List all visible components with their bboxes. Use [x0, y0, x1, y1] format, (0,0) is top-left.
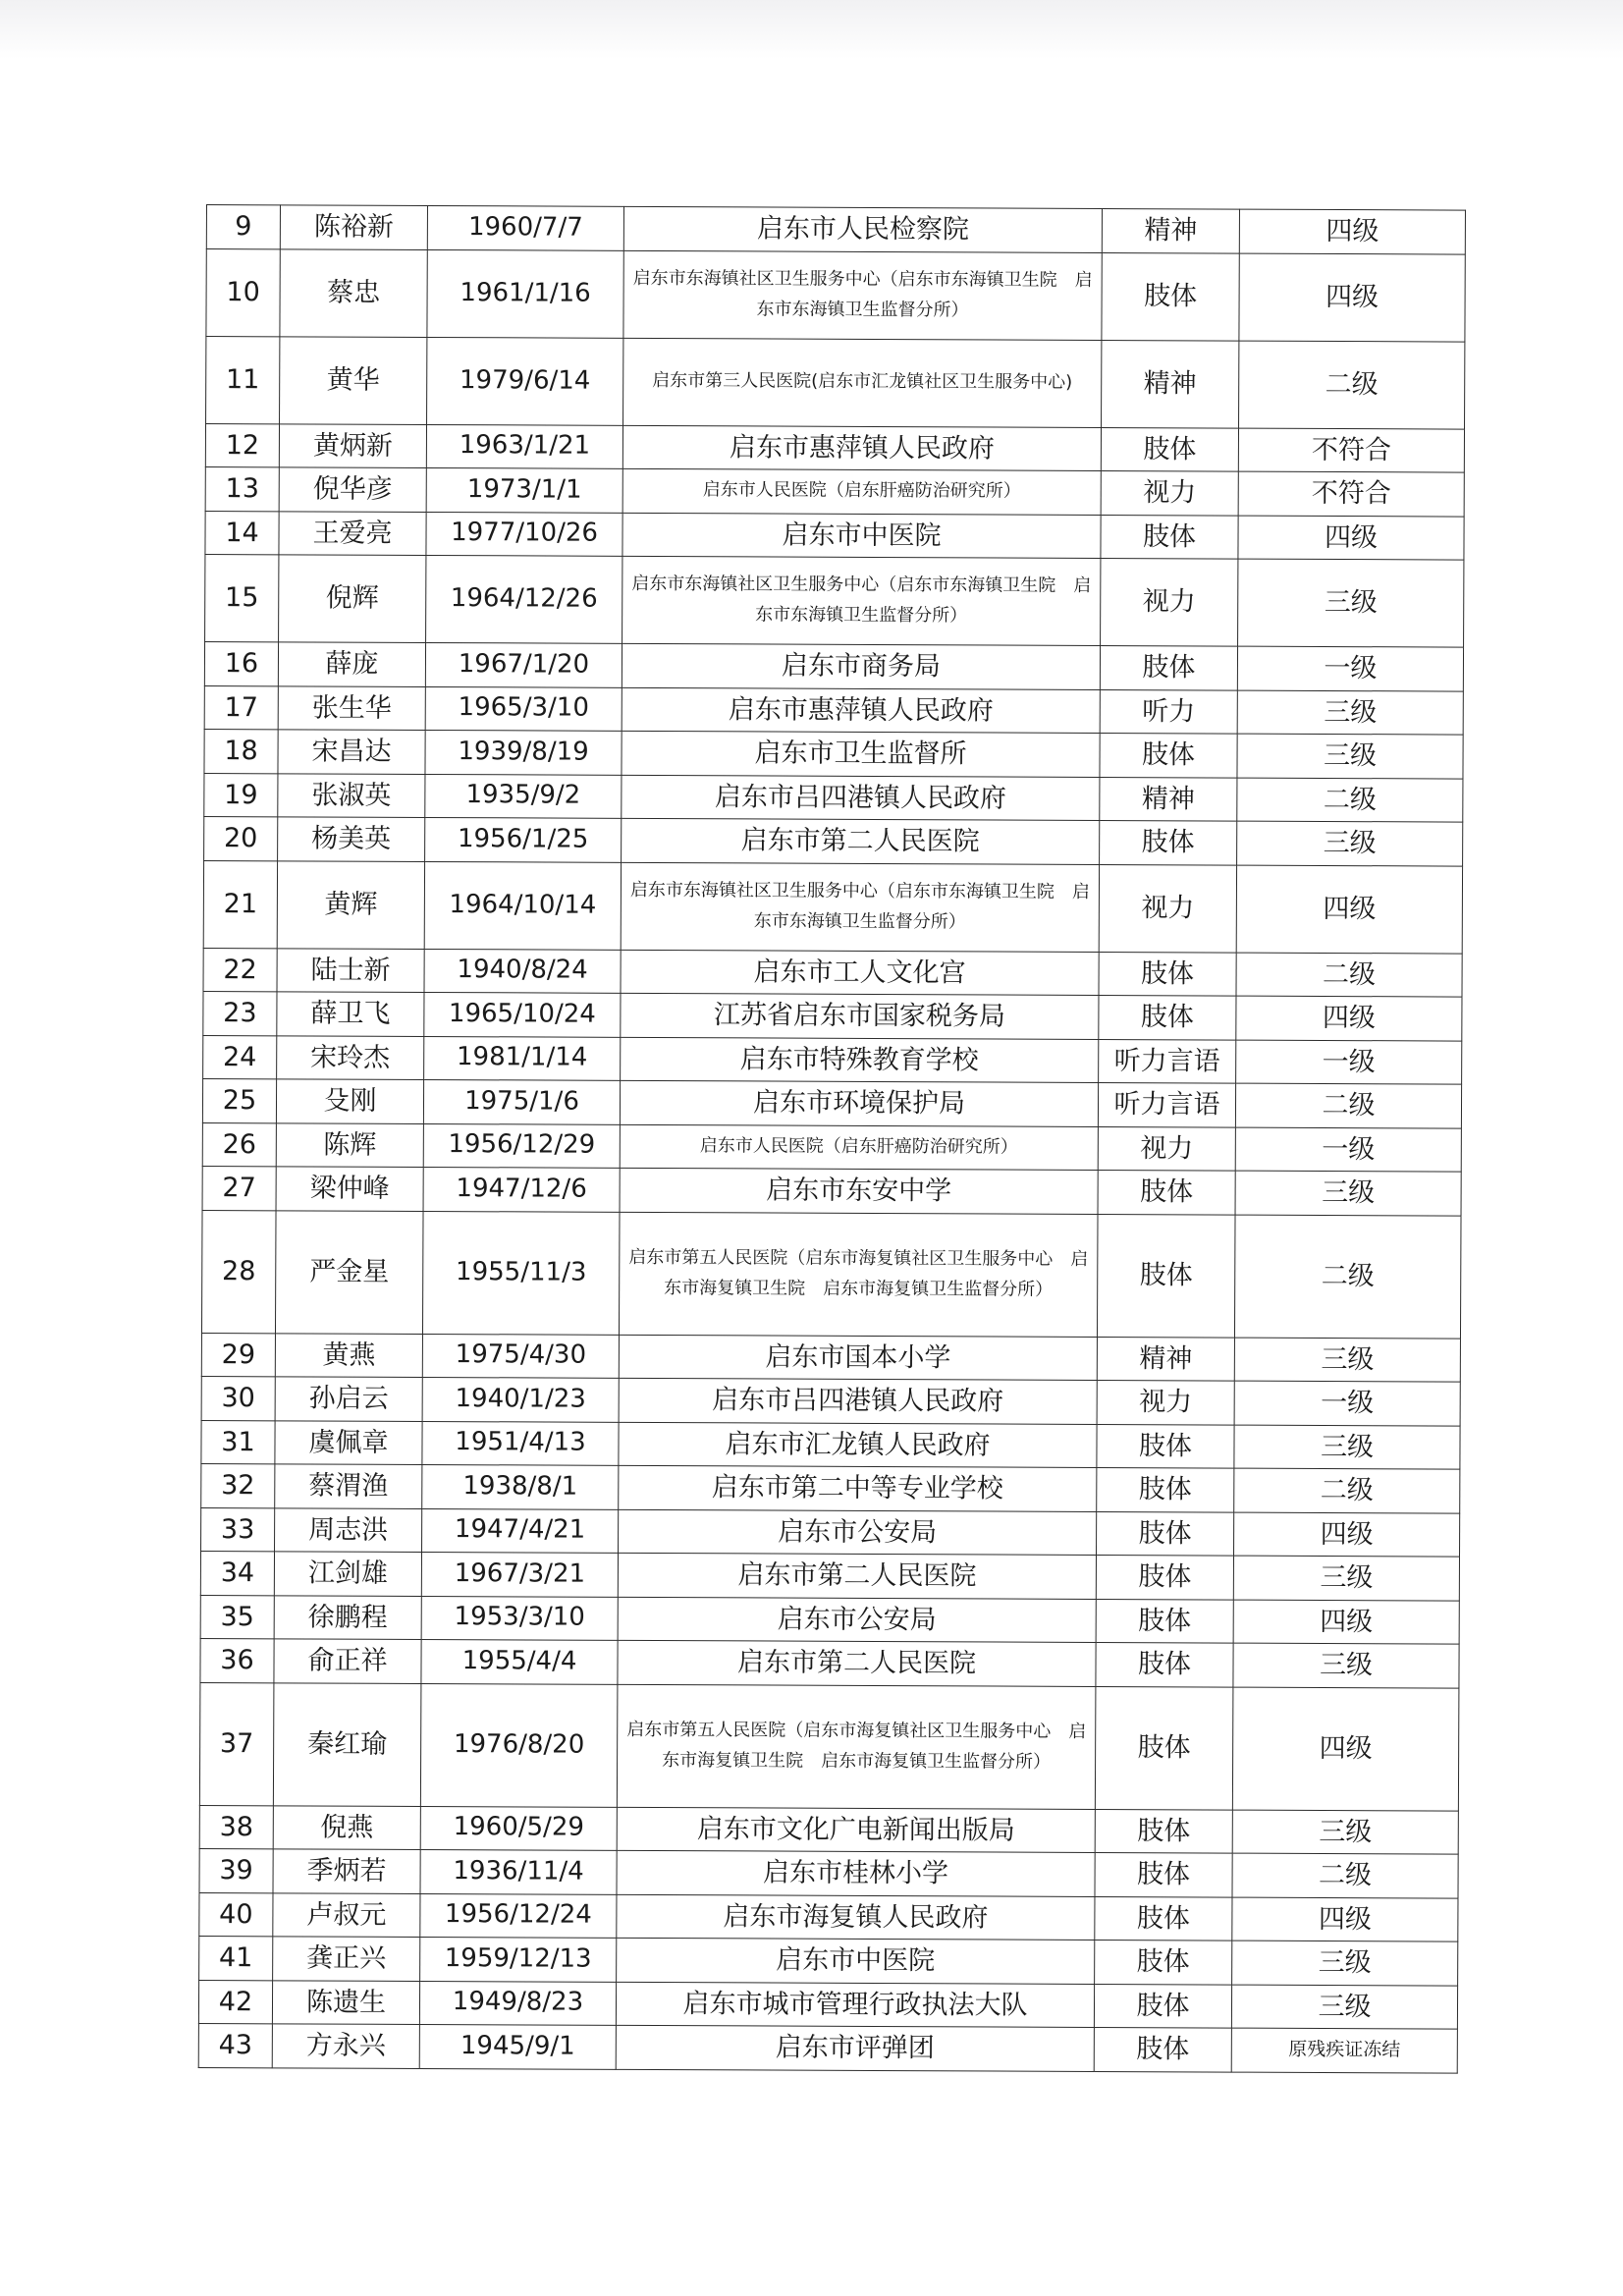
disability-type-cell: 视力 [1101, 558, 1238, 646]
table-row [205, 511, 1464, 560]
disability-grade-cell: 二级 [1235, 1083, 1461, 1128]
disability-grade-cell: 三级 [1232, 1810, 1458, 1855]
work-unit-cell: 启东市海复镇人民政府 [617, 1894, 1095, 1941]
disability-grade-cell: 四级 [1239, 253, 1465, 342]
table-row [199, 1848, 1458, 1897]
disability-grade-cell: 四级 [1233, 1600, 1459, 1645]
disability-grade-cell: 三级 [1235, 1171, 1461, 1216]
name-cell: 方永兴 [272, 2024, 419, 2068]
name-cell: 黄燕 [275, 1333, 422, 1377]
work-unit-cell: 启东市人民检察院 [623, 206, 1102, 252]
disability-type-cell: 精神 [1097, 1337, 1234, 1381]
disability-type-cell: 听力言语 [1099, 1039, 1236, 1083]
birth-date-cell: 1981/1/14 [424, 1036, 621, 1080]
work-unit-cell: 启东市公安局 [618, 1597, 1096, 1643]
scan-top-shade [0, 0, 1623, 59]
work-unit-cell: 启东市人民医院（启东肝癌防治研究所） [622, 468, 1101, 515]
disability-grade-cell: 二级 [1234, 1468, 1460, 1513]
work-unit-cell: 启东市人民医院（启东肝癌防治研究所） [620, 1124, 1098, 1171]
disability-type-cell: 肢体 [1101, 427, 1238, 471]
disability-type-cell: 听力言语 [1098, 1082, 1235, 1126]
disability-type-cell: 肢体 [1100, 733, 1237, 777]
disability-type-cell: 肢体 [1096, 1642, 1233, 1686]
work-unit-cell: 江苏省启东市国家税务局 [621, 993, 1099, 1039]
table-row [201, 1420, 1460, 1469]
row-number-cell: 22 [203, 948, 277, 992]
table-row [203, 991, 1462, 1040]
table-row [203, 1035, 1462, 1084]
disability-type-cell: 肢体 [1095, 1940, 1232, 1984]
table-row [204, 685, 1463, 735]
birth-date-cell: 1965/3/10 [425, 686, 622, 731]
work-unit-cell: 启东市卫生监督所 [622, 731, 1100, 777]
table-row [204, 773, 1463, 822]
birth-date-cell: 1964/12/26 [426, 555, 622, 643]
birth-date-cell: 1961/1/16 [427, 249, 623, 338]
disability-type-cell: 视力 [1097, 1380, 1234, 1424]
name-cell: 江剑雄 [274, 1552, 421, 1596]
birth-date-cell: 1956/12/24 [420, 1893, 617, 1938]
disability-grade-cell: 四级 [1239, 209, 1465, 254]
disability-grade-cell: 三级 [1237, 690, 1463, 736]
work-unit-cell: 启东市第五人民医院（启东市海复镇社区卫生服务中心 启东市海复镇卫生院 启东市海复镇卫生监督分所） [619, 1212, 1098, 1337]
table-row [199, 1892, 1458, 1941]
name-cell: 宋玲杰 [277, 1035, 424, 1079]
work-unit-cell: 启东市文化广电新闻出版局 [617, 1807, 1095, 1853]
table-row [201, 1333, 1460, 1382]
table-row [198, 2023, 1457, 2072]
work-unit-cell: 启东市第二人民医院 [618, 1553, 1096, 1599]
disability-grade-cell: 一级 [1237, 646, 1463, 691]
disability-grade-cell: 三级 [1232, 1941, 1458, 1986]
table-row [198, 1980, 1457, 2029]
disability-grade-cell: 三级 [1237, 734, 1463, 779]
work-unit-cell: 启东市中医院 [617, 1938, 1095, 1984]
birth-date-cell: 1955/11/3 [422, 1211, 620, 1335]
row-number-cell: 26 [202, 1122, 276, 1167]
disability-grade-cell: 三级 [1237, 821, 1463, 866]
row-number-cell: 38 [199, 1805, 273, 1849]
table-row [205, 554, 1464, 647]
birth-date-cell: 1951/4/13 [422, 1421, 619, 1465]
table-row [204, 729, 1463, 778]
disability-record-table [198, 204, 1466, 2073]
work-unit-cell: 启东市环境保护局 [620, 1080, 1098, 1126]
row-number-cell: 31 [201, 1420, 275, 1464]
table-row [201, 1463, 1460, 1512]
work-unit-cell: 启东市中医院 [622, 513, 1101, 559]
name-cell: 陈辉 [276, 1122, 423, 1167]
row-number-cell: 36 [200, 1638, 274, 1682]
disability-grade-cell: 三级 [1233, 1643, 1459, 1688]
disability-type-cell: 肢体 [1100, 820, 1237, 864]
work-unit-cell: 启东市城市管理行政执法大队 [616, 1982, 1094, 2028]
row-number-cell: 12 [205, 423, 279, 467]
row-number-cell: 24 [203, 1035, 277, 1079]
birth-date-cell: 1960/5/29 [420, 1806, 617, 1850]
work-unit-cell: 启东市惠萍镇人民政府 [622, 687, 1100, 734]
work-unit-cell: 启东市惠萍镇人民政府 [622, 425, 1101, 471]
table-row [202, 1166, 1461, 1215]
birth-date-cell: 1945/9/1 [419, 2024, 616, 2068]
table-row [199, 1805, 1458, 1854]
birth-date-cell: 1976/8/20 [420, 1683, 618, 1807]
name-cell: 梁仲峰 [276, 1167, 423, 1211]
disability-grade-cell: 原残疾证冻结 [1231, 2028, 1457, 2073]
row-number-cell: 27 [202, 1166, 276, 1210]
name-cell: 虞佩章 [275, 1420, 422, 1464]
table-row [206, 336, 1465, 429]
disability-type-cell: 精神 [1100, 777, 1237, 821]
name-cell: 龚正兴 [273, 1937, 420, 1981]
table-row [203, 860, 1462, 954]
work-unit-cell: 启东市东安中学 [620, 1168, 1098, 1214]
disability-grade-cell: 不符合 [1238, 428, 1464, 473]
birth-date-cell: 1979/6/14 [427, 337, 623, 425]
table-row [200, 1595, 1459, 1644]
name-cell: 俞正祥 [274, 1639, 421, 1683]
birth-date-cell: 1936/11/4 [420, 1849, 617, 1893]
birth-date-cell: 1963/1/21 [426, 424, 622, 468]
disability-grade-cell: 四级 [1236, 865, 1462, 954]
table-row [204, 816, 1463, 865]
birth-date-cell: 1975/1/6 [423, 1079, 620, 1123]
birth-date-cell: 1947/4/21 [422, 1508, 619, 1553]
row-number-cell: 23 [203, 991, 277, 1035]
work-unit-cell: 启东市东海镇社区卫生服务中心（启东市东海镇卫生院 启东市东海镇卫生监督分所） [621, 862, 1099, 952]
name-cell: 徐鹏程 [274, 1595, 421, 1639]
birth-date-cell: 1947/12/6 [423, 1167, 620, 1211]
disability-type-cell: 肢体 [1095, 1686, 1233, 1810]
disability-type-cell: 肢体 [1095, 1809, 1232, 1853]
disability-grade-cell: 四级 [1236, 996, 1462, 1041]
row-number-cell: 29 [201, 1333, 275, 1377]
row-number-cell: 13 [205, 466, 279, 511]
birth-date-cell: 1959/12/13 [420, 1937, 617, 1981]
table-row [202, 1122, 1461, 1172]
table-row [202, 1078, 1461, 1127]
birth-date-cell: 1967/1/20 [425, 642, 622, 686]
row-number-cell: 34 [200, 1551, 274, 1595]
row-number-cell: 17 [204, 685, 278, 730]
disability-grade-cell: 三级 [1233, 1556, 1459, 1601]
table-row [206, 205, 1465, 254]
name-cell: 宋昌达 [278, 730, 425, 774]
name-cell: 薛庞 [278, 642, 425, 686]
row-number-cell: 39 [199, 1848, 273, 1892]
row-number-cell: 43 [198, 2023, 272, 2067]
name-cell: 张生华 [278, 685, 425, 730]
disability-type-cell: 肢体 [1094, 2027, 1231, 2071]
row-number-cell: 19 [204, 773, 278, 817]
birth-date-cell: 1965/10/24 [424, 992, 621, 1036]
disability-grade-cell: 三级 [1234, 1338, 1460, 1383]
disability-grade-cell: 二级 [1234, 1215, 1461, 1339]
work-unit-cell: 启东市东海镇社区卫生服务中心（启东市东海镇卫生院 启东市东海镇卫生监督分所） [622, 556, 1101, 645]
birth-date-cell: 1949/8/23 [419, 1981, 616, 2025]
disability-grade-cell: 一级 [1234, 1381, 1460, 1426]
name-cell: 秦红瑜 [273, 1682, 421, 1806]
name-cell: 黄炳新 [279, 423, 426, 467]
disability-grade-cell: 四级 [1232, 1687, 1459, 1811]
row-number-cell: 30 [201, 1376, 275, 1420]
name-cell: 卢叔元 [273, 1892, 420, 1937]
disability-grade-cell: 二级 [1236, 953, 1462, 998]
birth-date-cell: 1939/8/19 [425, 730, 622, 774]
table-row [205, 423, 1464, 472]
table-row [204, 641, 1463, 690]
disability-grade-cell: 三级 [1238, 559, 1464, 647]
birth-date-cell: 1956/1/25 [425, 817, 622, 861]
disability-type-cell: 肢体 [1096, 1599, 1233, 1643]
row-number-cell: 10 [206, 248, 280, 336]
name-cell: 陈遗生 [272, 1980, 419, 2024]
birth-date-cell: 1953/3/10 [421, 1596, 618, 1640]
row-number-cell: 37 [199, 1682, 274, 1805]
row-number-cell: 35 [200, 1595, 274, 1639]
disability-type-cell: 肢体 [1096, 1555, 1233, 1599]
disability-type-cell: 肢体 [1100, 645, 1237, 689]
disability-type-cell: 听力 [1100, 689, 1237, 734]
name-cell: 陈裕新 [280, 205, 427, 249]
row-number-cell: 41 [199, 1936, 273, 1980]
disability-type-cell: 精神 [1102, 208, 1239, 252]
row-number-cell: 14 [205, 511, 279, 555]
disability-type-cell: 肢体 [1102, 252, 1239, 341]
row-number-cell: 16 [204, 641, 278, 685]
name-cell: 蔡忠 [280, 248, 427, 337]
table-row [203, 948, 1462, 997]
name-cell: 周志洪 [275, 1507, 422, 1552]
disability-type-cell: 肢体 [1099, 995, 1236, 1039]
row-number-cell: 25 [202, 1078, 276, 1122]
disability-type-cell: 肢体 [1095, 1896, 1232, 1941]
disability-type-cell: 视力 [1101, 470, 1238, 515]
work-unit-cell: 启东市汇龙镇人民政府 [619, 1422, 1097, 1468]
birth-date-cell: 1940/8/24 [424, 949, 621, 993]
name-cell: 杨美英 [278, 817, 425, 861]
name-cell: 倪辉 [279, 555, 426, 643]
work-unit-cell: 启东市国本小学 [619, 1335, 1097, 1381]
disability-type-cell: 肢体 [1097, 1467, 1234, 1511]
row-number-cell: 11 [206, 336, 280, 423]
name-cell: 蔡渭渔 [275, 1464, 422, 1508]
row-number-cell: 40 [199, 1892, 273, 1937]
table-row [200, 1551, 1459, 1600]
disability-type-cell: 肢体 [1097, 1511, 1234, 1556]
table-row [200, 1638, 1459, 1687]
disability-grade-cell: 二级 [1232, 1853, 1458, 1898]
name-cell: 殳刚 [276, 1079, 423, 1123]
disability-type-cell: 肢体 [1097, 1424, 1234, 1468]
name-cell: 薛卫飞 [277, 992, 424, 1036]
birth-date-cell: 1967/3/21 [421, 1552, 618, 1596]
disability-type-cell: 肢体 [1094, 1984, 1231, 2028]
disability-grade-cell: 二级 [1237, 778, 1463, 823]
row-number-cell: 32 [201, 1463, 275, 1507]
birth-date-cell: 1938/8/1 [422, 1464, 619, 1508]
work-unit-cell: 启东市吕四港镇人民政府 [619, 1378, 1097, 1424]
row-number-cell: 15 [205, 554, 279, 641]
table-row [201, 1376, 1460, 1425]
disability-type-cell: 肢体 [1098, 1170, 1235, 1214]
name-cell: 黄华 [280, 336, 427, 424]
name-cell: 倪燕 [273, 1805, 420, 1849]
birth-date-cell: 1975/4/30 [422, 1334, 619, 1378]
work-unit-cell: 启东市第五人民医院（启东市海复镇社区卫生服务中心 启东市海复镇卫生院 启东市海复镇卫生监督分所） [617, 1684, 1096, 1809]
disability-grade-cell: 一级 [1235, 1127, 1461, 1173]
birth-date-cell: 1955/4/4 [421, 1639, 618, 1683]
table-row [199, 1936, 1458, 1985]
disability-grade-cell: 三级 [1231, 1985, 1457, 2030]
table-row [201, 1210, 1461, 1339]
row-number-cell: 9 [206, 205, 280, 249]
name-cell: 张淑英 [278, 773, 425, 817]
name-cell: 王爱亮 [279, 511, 426, 555]
work-unit-cell: 启东市评弹团 [616, 2025, 1094, 2071]
name-cell: 陆士新 [277, 948, 424, 992]
disability-type-cell: 肢体 [1101, 515, 1238, 559]
work-unit-cell: 启东市第二中等专业学校 [619, 1465, 1097, 1511]
row-number-cell: 28 [201, 1210, 276, 1333]
work-unit-cell: 启东市公安局 [619, 1509, 1097, 1556]
table-body [198, 205, 1465, 2073]
disability-grade-cell: 四级 [1234, 1512, 1460, 1558]
disability-type-cell: 视力 [1098, 1126, 1235, 1171]
birth-date-cell: 1964/10/14 [424, 861, 621, 950]
work-unit-cell: 启东市特殊教育学校 [621, 1037, 1099, 1083]
disability-type-cell: 视力 [1099, 864, 1236, 953]
birth-date-cell: 1956/12/29 [423, 1123, 620, 1168]
disability-grade-cell: 四级 [1238, 516, 1464, 561]
birth-date-cell: 1960/7/7 [427, 205, 623, 249]
disability-type-cell: 肢体 [1099, 952, 1236, 996]
work-unit-cell: 启东市工人文化宫 [621, 950, 1099, 996]
table-row [205, 466, 1464, 516]
row-number-cell: 42 [198, 1980, 272, 2024]
work-unit-cell: 启东市第二人民医院 [618, 1640, 1096, 1686]
disability-grade-cell: 不符合 [1238, 471, 1464, 517]
row-number-cell: 33 [201, 1507, 275, 1552]
work-unit-cell: 启东市东海镇社区卫生服务中心（启东市东海镇卫生院 启东市东海镇卫生监督分所） [623, 250, 1102, 340]
table-row [199, 1682, 1459, 1811]
work-unit-cell: 启东市商务局 [622, 643, 1100, 689]
work-unit-cell: 启东市第三人民医院(启东市汇龙镇社区卫生服务中心) [623, 338, 1102, 427]
disability-grade-cell: 三级 [1234, 1425, 1460, 1470]
table-row [206, 248, 1465, 342]
name-cell: 严金星 [275, 1210, 423, 1334]
name-cell: 黄辉 [277, 860, 424, 949]
disability-type-cell: 肢体 [1095, 1852, 1232, 1896]
name-cell: 倪华彦 [279, 467, 426, 512]
disability-grade-cell: 一级 [1236, 1040, 1462, 1085]
work-unit-cell: 启东市第二人民医院 [622, 818, 1100, 864]
birth-date-cell: 1940/1/23 [422, 1377, 619, 1421]
birth-date-cell: 1935/9/2 [425, 774, 622, 818]
disability-type-cell: 精神 [1102, 340, 1239, 428]
disability-grade-cell: 四级 [1232, 1897, 1458, 1942]
disability-grade-cell: 二级 [1239, 341, 1465, 429]
row-number-cell: 20 [204, 816, 278, 860]
work-unit-cell: 启东市桂林小学 [617, 1850, 1095, 1896]
name-cell: 季炳若 [273, 1849, 420, 1893]
birth-date-cell: 1973/1/1 [426, 467, 622, 512]
row-number-cell: 18 [204, 729, 278, 773]
work-unit-cell: 启东市吕四港镇人民政府 [622, 775, 1100, 821]
name-cell: 孙启云 [275, 1377, 422, 1421]
table-row [201, 1507, 1460, 1557]
row-number-cell: 21 [203, 860, 277, 948]
disability-type-cell: 肢体 [1097, 1214, 1235, 1338]
birth-date-cell: 1977/10/26 [426, 512, 622, 556]
